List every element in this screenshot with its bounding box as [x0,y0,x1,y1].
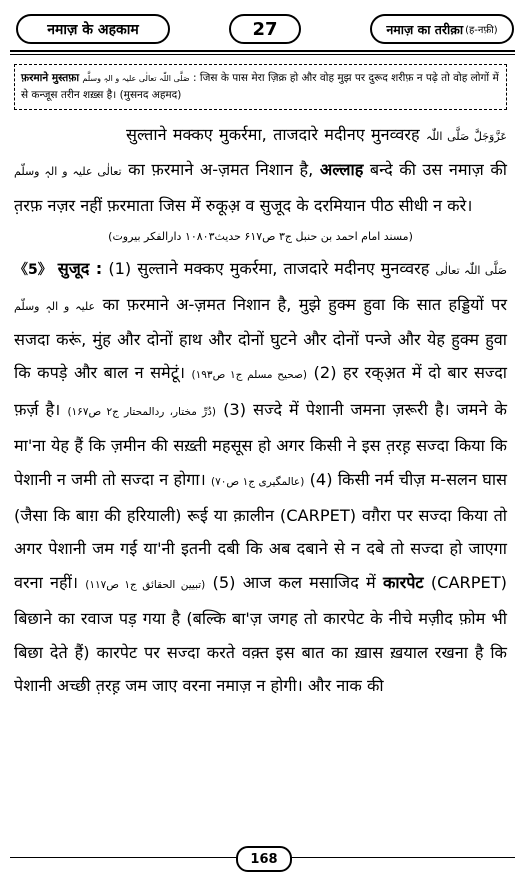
chapter-title-right [370,14,514,44]
p1-arabic: عَزَّوَجَلَّ صَلَّی اللّٰہ تعالٰی علیہ و الہٖ وسلّم [14,130,507,179]
s5-text-d: (3) सज्दे में पेशानी जमना ज़रूरी है। जमने के मा'ना येह हैं कि ज़मीन की सख़्ती महसूस हो अगर किसी ने इस त़रह़ सज्दा किया कि पेशानी न जमी तो सज्दा न होगा। [14,399,507,489]
notice-text: : जिस के पास मेरा ज़िक्र हो और वोह मुझ पर दुरूद शरीफ़ न पढ़े तो वोह लोगों में से कन्जूस तरीन शख़्स है। (मुसनद अहमद) [21,72,499,101]
footer-page-number-text: 168 [250,851,278,867]
left-title-text: नमाज़ के अहकाम [47,21,139,38]
s5-text-c: (2) हर रक्अ़त में दो बार सज्दा फ़र्ज़ है। [14,363,507,419]
header-divider-thin [10,54,515,55]
p1-text-a: सुल्ताने मक्कए मुकर्रमा, ताजदारे मदीनए मुनव्वरह [126,125,420,144]
notice-arabic: صَلَّی اللّٰہ تعالٰی علیہ و الہٖ وسلَّم [82,74,190,83]
right-title-text: नमाज़ का तरीक़ा [386,21,464,37]
page-footer [10,846,515,870]
s5-text-e: (4) किसी नर्म चीज़ म-सलन घास (जैसा कि बाग़ की हरियाली) रूई या क़ालीन (CARPET) वग़ैरा पर सज्दा किया तो अगर पेशानी जम गई या'नी इतनी दबी कि अब दबाने से न दबे तो सज्दा हो जाएगा वरना नहीं। [14,469,507,592]
header-divider [10,50,515,52]
s5-carpet-bold: कारपेट [382,572,424,592]
footer-page-number [236,846,292,872]
page [10,8,515,870]
citation-1 [14,222,507,252]
hadith-notice-box [14,64,507,110]
p1-text-c: बन्दे की उस नमाज़ की त़रफ़ नज़र नहीं फ़रमाता जिस में रुकूअ़ व सुजूद के दरमियान पीठ सीधी न करे। [14,160,507,215]
s5-text-f: (5) आज कल मसाजिद में [212,572,376,592]
paragraph-1 [14,118,507,222]
section-title: सुजूद : [57,259,103,279]
book-title-left [16,14,170,44]
section-number-badge: 《5》 [14,262,52,279]
citation-2: (صحیح مسلم ج۱ ص۱۹۳) [191,369,308,382]
page-header [10,8,515,48]
section-5 [14,252,507,702]
s5-text-g: (CARPET) बिछाने का रवाज पड़ गया है (बल्कि बा'ज़ जगह तो कारपेट के नीचे मज़ीद फ़ोम भी बिछा देते हैं) कारपेट पर सज्दा करते वक़्त इस बात का ख़ास ख़याल रखना है कि पेशानी अच्छी त़रह़ जम जाए वरना नमाज़ न होगी। और नाक की [14,572,507,696]
citation-4: (عالمگیری ج۱ ص۷۰) [211,475,305,488]
citation-1-text: (مسند امام احمد بن حنبل ج۳ ص۶۱۷ حدیث۱۰۸۰۳ دارالفکر بیروت) [108,230,413,244]
notice-label: फ़रमाने मुस्तफ़ा [21,72,80,84]
citation-3: (دُرِّ مختار، ردالمحتار ج۲ ص۱۶۷) [67,405,216,418]
p1-allah: अल्लाह [319,160,364,180]
citation-5: (تبیین الحقائق ج۱ ص۱۱۷) [85,578,206,591]
s5-arabic: صَلَّی اللّٰہ تعالٰی علیہ و الہٖ وسلّم [14,264,507,313]
main-text [14,118,507,703]
p1-text-b: का फ़रमाने अ-ज़मत निशान है, [128,160,314,180]
header-page-number-text: 27 [252,18,278,40]
header-page-number [229,14,301,44]
right-subtitle-text: (ह-नफ़ी) [465,25,498,36]
s5-text-a: (1) सुल्ताने मक्कए मुकर्रमा, ताजदारे मदीनए मुनव्वरह [108,259,430,279]
s5-text-b: का फ़रमाने अ-ज़मत निशान है, मुझे हुक्म हुवा कि सात हड्डियों पर सजदा करूं, मुंह और दोनों हाथ और दोनों घुटने और दोनों पन्जे और येह हुक्म हुवा कि कपड़े और बाल न समेटूं। [14,294,507,383]
